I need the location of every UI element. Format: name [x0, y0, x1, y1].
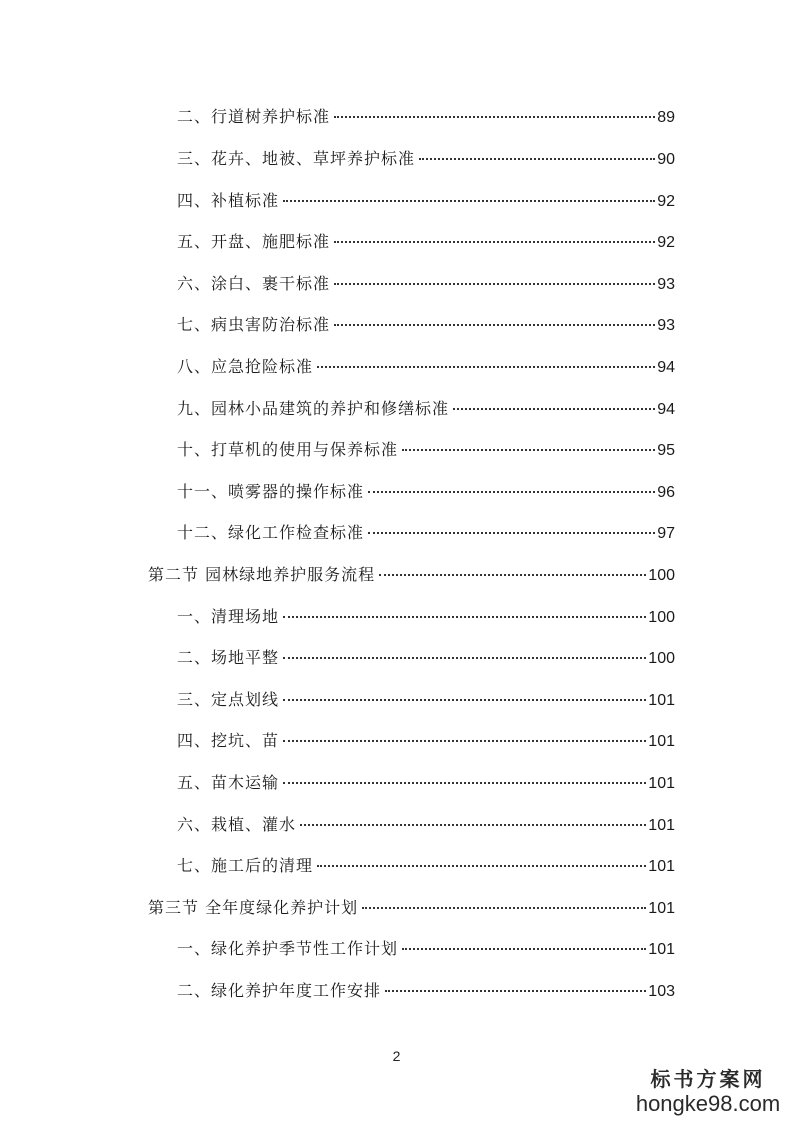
- toc-entry-title: 七、施工后的清理: [177, 856, 314, 875]
- toc-entry-title: 八、应急抢险标准: [177, 357, 314, 376]
- toc-entry[interactable]: [177, 189, 675, 213]
- toc-dot-leader: [402, 948, 646, 950]
- toc-entry[interactable]: [177, 771, 675, 795]
- toc-entry[interactable]: [177, 854, 675, 878]
- toc-entry[interactable]: [177, 230, 675, 254]
- toc-dot-leader: [334, 283, 655, 285]
- toc-entry[interactable]: [177, 355, 675, 379]
- toc-entry-page: 96: [657, 484, 675, 501]
- toc-entry-title: 二、绿化养护年度工作安排: [177, 981, 382, 1000]
- toc-entry-page: 101: [648, 817, 675, 834]
- toc-entry[interactable]: [177, 729, 675, 753]
- toc-section-entry[interactable]: [148, 563, 675, 587]
- watermark-logo: [633, 1066, 783, 1116]
- watermark-url: hongke98.com: [635, 1091, 781, 1116]
- toc-entry-title: 四、补植标准: [177, 191, 280, 210]
- toc-dot-leader: [317, 865, 646, 867]
- toc-entry-title: 九、园林小品建筑的养护和修缮标准: [177, 399, 450, 418]
- toc-entry-page: 101: [648, 775, 675, 792]
- toc-dot-leader: [283, 616, 646, 618]
- toc-dot-leader: [283, 740, 646, 742]
- toc-entry-title: 三、花卉、地被、草坪养护标准: [177, 149, 416, 168]
- toc-entry-title: 二、行道树养护标准: [177, 107, 331, 126]
- toc-entry-title: 十一、喷雾器的操作标准: [177, 482, 365, 501]
- toc-dot-leader: [283, 657, 646, 659]
- toc-section-entry[interactable]: [148, 896, 675, 920]
- toc-entry[interactable]: [177, 937, 675, 961]
- toc-entry-title: 十、打草机的使用与保养标准: [177, 440, 399, 459]
- toc-dot-leader: [283, 699, 646, 701]
- toc-dot-leader: [334, 241, 655, 243]
- toc-dot-leader: [402, 449, 655, 451]
- toc-entry-page: 89: [657, 109, 675, 126]
- toc-entry-page: 100: [648, 609, 675, 626]
- toc-entry-page: 92: [657, 193, 675, 210]
- toc-entry[interactable]: [177, 272, 675, 296]
- toc-dot-leader: [385, 990, 646, 992]
- toc-entry-title: 三、定点划线: [177, 690, 280, 709]
- toc-dot-leader: [300, 824, 646, 826]
- toc-entry-page: 97: [657, 525, 675, 542]
- toc-entry-page: 101: [648, 692, 675, 709]
- toc-entry-page: 101: [648, 733, 675, 750]
- toc-dot-leader: [368, 491, 655, 493]
- toc-entry-page: 101: [648, 900, 675, 917]
- toc-entry[interactable]: [177, 313, 675, 337]
- toc-entry-title: 七、病虫害防治标准: [177, 315, 331, 334]
- toc-entry[interactable]: [177, 147, 675, 171]
- watermark-brand-text: 标书方案网: [650, 1067, 766, 1091]
- toc-entry-page: 95: [657, 442, 675, 459]
- toc-entry[interactable]: [177, 480, 675, 504]
- toc-entry-page: 103: [648, 983, 675, 1000]
- toc-entry-page: 100: [648, 567, 675, 584]
- page-number: 2: [392, 1048, 401, 1064]
- toc-entry-title: 二、场地平整: [177, 648, 280, 667]
- toc-entry-page: 92: [657, 234, 675, 251]
- toc-entry-page: 100: [648, 650, 675, 667]
- toc-entry-title: 十二、绿化工作检查标准: [177, 523, 365, 542]
- toc-dot-leader: [334, 324, 655, 326]
- toc-entry-page: 94: [657, 401, 675, 418]
- toc-entry-title: 一、绿化养护季节性工作计划: [177, 939, 399, 958]
- toc-entry-title: 五、苗木运输: [177, 773, 280, 792]
- toc-dot-leader: [334, 116, 655, 118]
- toc-entry[interactable]: [177, 979, 675, 1003]
- toc-entry[interactable]: [177, 521, 675, 545]
- toc-dot-leader: [362, 907, 646, 909]
- toc-entry-title: 第二节 园林绿地养护服务流程: [148, 565, 376, 584]
- toc-entry[interactable]: [177, 105, 675, 129]
- toc-dot-leader: [283, 782, 646, 784]
- toc-entry-page: 93: [657, 317, 675, 334]
- toc-entry[interactable]: [177, 438, 675, 462]
- toc-entry-title: 第三节 全年度绿化养护计划: [148, 898, 359, 917]
- toc-entry-page: 94: [657, 359, 675, 376]
- toc-entry-title: 四、挖坑、苗: [177, 731, 280, 750]
- toc-dot-leader: [317, 366, 655, 368]
- toc-dot-leader: [419, 158, 655, 160]
- toc-entry-title: 一、清理场地: [177, 607, 280, 626]
- toc-entry-title: 五、开盘、施肥标准: [177, 232, 331, 251]
- toc-dot-leader: [453, 408, 655, 410]
- toc-entry-page: 93: [657, 276, 675, 293]
- toc-entry-page: 101: [648, 941, 675, 958]
- toc-entry[interactable]: [177, 397, 675, 421]
- toc-entry[interactable]: [177, 646, 675, 670]
- toc-entry-title: 六、栽植、灌水: [177, 815, 297, 834]
- toc-entry[interactable]: [177, 813, 675, 837]
- toc-entry[interactable]: [177, 605, 675, 629]
- toc-entry-page: 101: [648, 858, 675, 875]
- toc-entry-title: 六、涂白、裹干标准: [177, 274, 331, 293]
- toc-dot-leader: [379, 574, 646, 576]
- toc-dot-leader: [368, 532, 655, 534]
- toc-entry[interactable]: [177, 688, 675, 712]
- toc-dot-leader: [283, 200, 655, 202]
- toc-entry-page: 90: [657, 151, 675, 168]
